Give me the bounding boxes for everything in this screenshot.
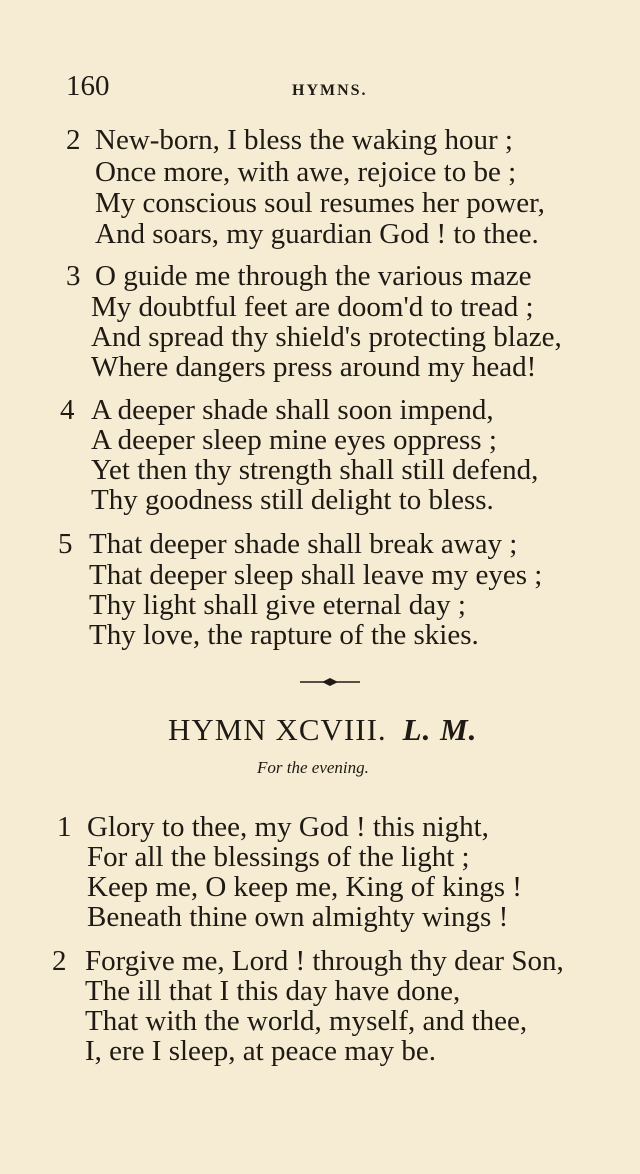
page-header bbox=[66, 70, 586, 110]
stanza-number: 1 bbox=[57, 811, 72, 843]
hymn-number: HYMN XCVIII. bbox=[168, 712, 387, 747]
stanza-number: 5 bbox=[58, 528, 73, 560]
verse-line: Thy light shall give eternal day ; bbox=[89, 589, 466, 621]
running-head: HYMNS. bbox=[292, 82, 368, 99]
verse-line: And spread thy shield's protecting blaze, bbox=[91, 321, 562, 353]
verse-line: Keep me, O keep me, King of kings ! bbox=[87, 871, 522, 903]
verse-line: Thy love, the rapture of the skies. bbox=[89, 619, 479, 651]
hymn-meter: L. M. bbox=[402, 712, 478, 747]
verse-line: New-born, I bless the waking hour ; bbox=[95, 124, 513, 156]
verse-line: That with the world, myself, and thee, bbox=[85, 1005, 528, 1037]
verse-line: For all the blessings of the light ; bbox=[87, 841, 470, 873]
verse-line: O guide me through the various maze bbox=[95, 260, 532, 292]
verse-line: Yet then thy strength shall still defend, bbox=[91, 454, 539, 486]
verse-line: Glory to thee, my God ! this night, bbox=[87, 811, 489, 843]
verse-line: I, ere I sleep, at peace may be. bbox=[85, 1035, 437, 1067]
hymn-subtitle: For the evening. bbox=[257, 758, 369, 777]
verse-line: A deeper shade shall soon impend, bbox=[91, 394, 494, 426]
stanza-number: 2 bbox=[52, 945, 67, 977]
verse-line: Thy goodness still delight to bless. bbox=[91, 484, 494, 516]
stanza-number: 4 bbox=[60, 394, 75, 426]
stanza-number: 2 bbox=[66, 124, 81, 156]
verse-line: Beneath thine own almighty wings ! bbox=[87, 901, 509, 933]
verse-line: And soars, my guardian God ! to thee. bbox=[95, 218, 539, 250]
page-number: 160 bbox=[66, 70, 110, 102]
verse-line: Once more, with awe, rejoice to be ; bbox=[95, 156, 517, 188]
verse-line: That deeper shade shall break away ; bbox=[89, 528, 518, 560]
ornament-divider bbox=[300, 676, 360, 688]
verse-line: Forgive me, Lord ! through thy dear Son, bbox=[85, 945, 564, 977]
verse-line: My conscious soul resumes her power, bbox=[95, 187, 545, 219]
verse-line: My doubtful feet are doom'd to tread ; bbox=[91, 291, 534, 323]
verse-line: That deeper sleep shall leave my eyes ; bbox=[89, 559, 543, 591]
verse-line: Where dangers press around my head! bbox=[91, 351, 537, 383]
verse-line: A deeper sleep mine eyes oppress ; bbox=[91, 424, 497, 456]
verse-line: The ill that I this day have done, bbox=[85, 975, 461, 1007]
stanza-number: 3 bbox=[66, 260, 81, 292]
hymn-title bbox=[168, 712, 477, 748]
